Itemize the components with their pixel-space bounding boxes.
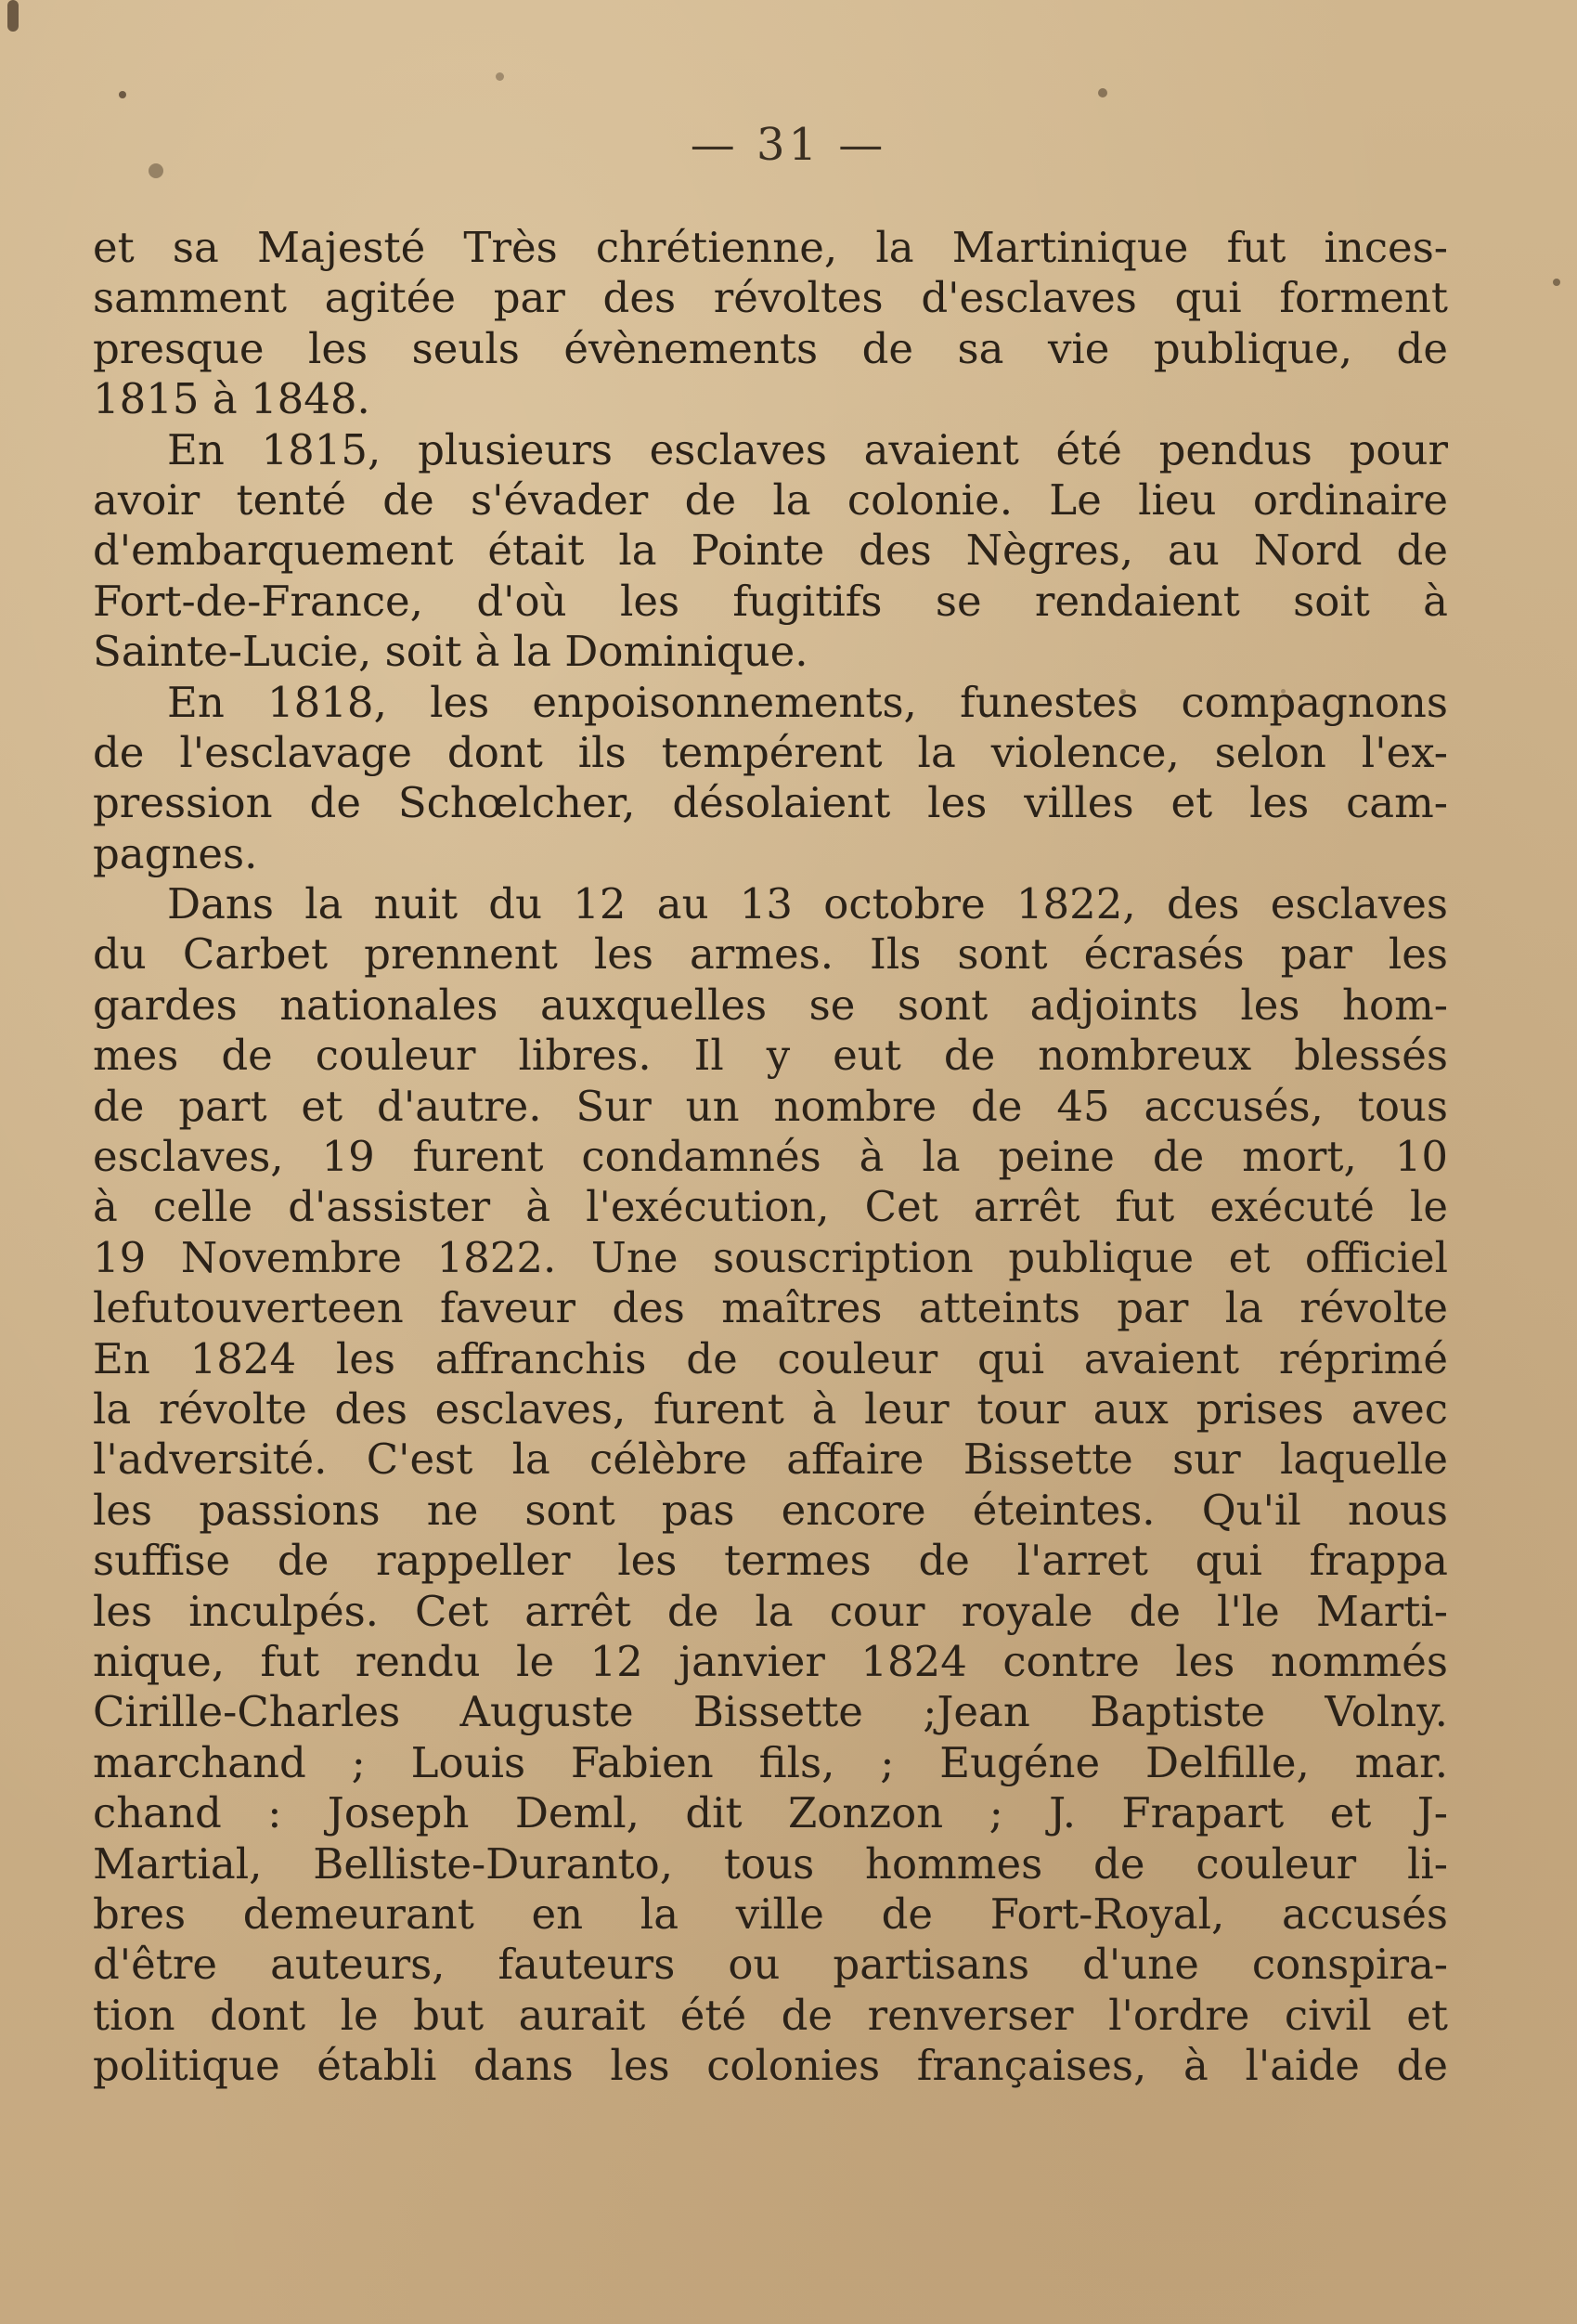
page-number: — 31 —	[690, 119, 887, 171]
text-line: Dans la nuit du 12 au 13 octobre 1822, des esclaves	[167, 879, 1448, 929]
paper-speck	[1553, 279, 1560, 286]
text-line: politique établi dans les colonies françaises, à l'aide de	[93, 2041, 1448, 2091]
text-line: la révolte des esclaves, furent à leur tour aux prises avec	[93, 1383, 1448, 1434]
text-line: les passions ne sont pas encore éteintes. Qu'il nous	[93, 1485, 1448, 1535]
text-line: samment agitée par des révoltes d'esclaves qui forment	[93, 273, 1448, 323]
text-line: et sa Majesté Très chrétienne, la Martinique fut inces-	[93, 223, 1448, 272]
text-line: Sainte-Lucie, soit à la Dominique.	[93, 627, 808, 677]
paper-speck	[119, 91, 126, 98]
text-line: gardes nationales auxquelles se sont adjoints les hom-	[93, 980, 1448, 1030]
text-line: Cirille-Charles Auguste Bissette ;Jean Baptiste Volny.	[93, 1687, 1448, 1737]
text-line: d'être auteurs, fauteurs ou partisans d'une conspira-	[93, 1940, 1448, 1990]
text-line: presque les seuls évènements de sa vie publique, de	[93, 323, 1448, 373]
paper-speck	[496, 72, 504, 81]
text-line: à celle d'assister à l'exécution, Cet arrêt fut exécuté le	[93, 1182, 1448, 1232]
text-line: chand : Joseph Deml, dit Zonzon ; J. Frapart et J-	[93, 1788, 1448, 1838]
paper-speck	[1098, 88, 1107, 97]
text-line: de l'esclavage dont ils tempérent la violence, selon l'ex-	[93, 727, 1448, 777]
text-line: de part et d'autre. Sur un nombre de 45 accusés, tous	[93, 1081, 1448, 1131]
text-line: 1815 à 1848.	[93, 374, 370, 424]
text-line: avoir tenté de s'évader de la colonie. Le lieu ordinaire	[93, 474, 1448, 525]
text-line: lefutouverteen faveur des maîtres atteints par la révolte	[93, 1283, 1448, 1333]
text-line: du Carbet prennent les armes. Ils sont écrasés par les	[93, 929, 1448, 980]
text-line: marchand ; Louis Fabien fils, ; Eugéne Delfille, mar.	[93, 1737, 1448, 1787]
text-line: tion dont le but aurait été de renverser l'ordre civil et	[93, 1990, 1448, 2040]
text-line: d'embarquement était la Pointe des Nègres, au Nord de	[93, 526, 1448, 576]
text-line: 19 Novembre 1822. Une souscription publique et officiel	[93, 1232, 1448, 1282]
text-line: Fort-de-France, d'où les fugitifs se rendaient soit à	[93, 576, 1448, 626]
text-line: pression de Schœlcher, désolaient les villes et les cam-	[93, 778, 1448, 828]
text-body	[93, 223, 1448, 2091]
text-line: mes de couleur libres. Il y eut de nombreux blessés	[93, 1031, 1448, 1081]
text-line: suffise de rappeller les termes de l'arret qui frappa	[93, 1536, 1448, 1586]
paper-speck	[7, 0, 19, 32]
text-line: pagnes.	[93, 828, 258, 878]
text-line: l'adversité. C'est la célèbre affaire Bissette sur laquelle	[93, 1435, 1448, 1485]
text-line: nique, fut rendu le 12 janvier 1824 contre les nommés	[93, 1636, 1448, 1686]
text-line: En 1815, plusieurs esclaves avaient été pendus pour	[167, 424, 1448, 474]
text-line: En 1818, les enpoisonnements, funestes compagnons	[167, 677, 1448, 727]
text-line: esclaves, 19 furent condamnés à la peine de mort, 10	[93, 1132, 1448, 1182]
text-line: les inculpés. Cet arrêt de la cour royale de l'le Marti-	[93, 1586, 1448, 1636]
text-line: Martial, Belliste-Duranto, tous hommes de couleur li-	[93, 1838, 1448, 1889]
text-line: En 1824 les affranchis de couleur qui avaient réprimé	[93, 1333, 1448, 1383]
text-line: bres demeurant en la ville de Fort-Royal, accusés	[93, 1889, 1448, 1939]
